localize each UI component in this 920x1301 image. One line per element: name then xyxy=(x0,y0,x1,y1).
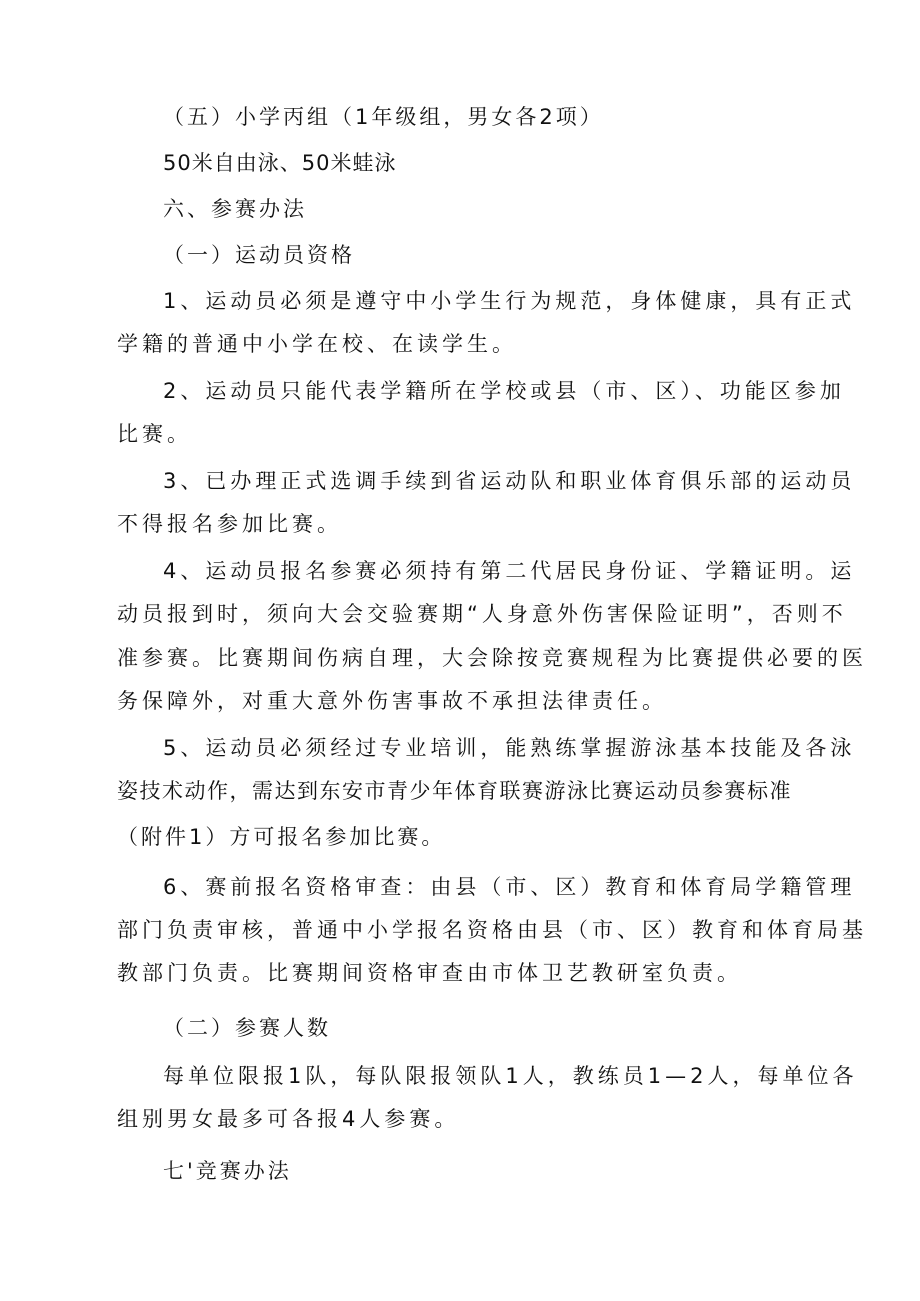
section-heading-primary-group-c: （五）小学丙组（1年级组，男女各2项） xyxy=(163,105,604,129)
paragraph-4-line-4: 务保障外，对重大意外伤害事故不承担法律责任。 xyxy=(117,689,667,713)
paragraph-2-line-2: 比赛。 xyxy=(117,422,192,446)
paragraph-1-line-2: 学籍的普通中小学在校、在读学生。 xyxy=(117,332,517,356)
participant-count-line-2: 组别男女最多可各报4人参赛。 xyxy=(117,1107,460,1131)
paragraph-4-line-1: 4、运动员报名参赛必须持有第二代居民身份证、学籍证明。运 xyxy=(163,559,856,583)
paragraph-5-line-2: 姿技术动作，需达到东安市青少年体育联赛游泳比赛运动员参赛标准 xyxy=(117,779,792,803)
paragraph-4-line-2: 动员报到时，须向大会交验赛期“人身意外伤害保险证明”，否则不 xyxy=(117,602,847,626)
chapter-heading-participation: 六、参赛办法 xyxy=(163,197,307,221)
section-heading-athlete-eligibility: （一）运动员资格 xyxy=(163,243,355,267)
paragraph-6-line-1: 6、赛前报名资格审查：由县（市、区）教育和体育局学籍管理 xyxy=(163,875,856,899)
paragraph-5-line-1: 5、运动员必须经过专业培训，能熟练掌握游泳基本技能及各泳 xyxy=(163,736,856,760)
paragraph-3-line-1: 3、已办理正式选调手续到省运动队和职业体育俱乐部的运动员 xyxy=(163,469,856,493)
paragraph-3-line-2: 不得报名参加比赛。 xyxy=(117,512,342,536)
participant-count-line-1: 每单位限报1队，每队限报领队1人，教练员1—2人，每单位各 xyxy=(163,1064,858,1088)
paragraph-4-line-3: 准参赛。比赛期间伤病自理，大会除按竞赛规程为比赛提供必要的医 xyxy=(117,646,867,670)
paragraph-6-line-2: 部门负责审核，普通中小学报名资格由县（市、区）教育和体育局基 xyxy=(117,918,867,942)
section-heading-participant-count: （二）参赛人数 xyxy=(163,1016,331,1040)
chapter-heading-competition-method: 七'竞赛办法 xyxy=(163,1159,292,1183)
paragraph-6-line-3: 教部门负责。比赛期间资格审查由市体卫艺教研室负责。 xyxy=(117,961,742,985)
paragraph-1-line-1: 1、运动员必须是遵守中小学生行为规范，身体健康，具有正式 xyxy=(163,289,856,313)
event-list-group-c: 50米自由泳、50米蛙泳 xyxy=(163,151,397,175)
paragraph-2-line-1: 2、运动员只能代表学籍所在学校或县（市、区）、功能区参加 xyxy=(163,379,845,403)
paragraph-5-line-3: （附件1）方可报名参加比赛。 xyxy=(117,825,446,849)
